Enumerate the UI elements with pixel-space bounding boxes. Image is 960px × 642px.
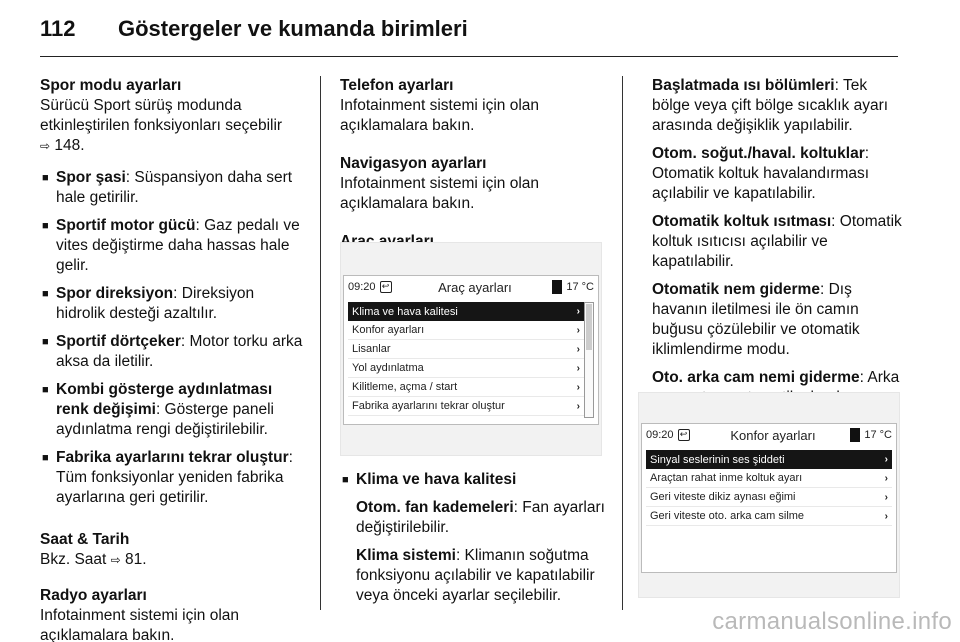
screen-time: 09:20 <box>348 281 376 293</box>
menu-item[interactable]: Geri viteste dikiz aynası eğimi › <box>646 488 892 507</box>
bullet-item: ■ Fabrika ayarlarını tekrar oluştur: Tüm fonksiyonlar yeniden fabrika ayarlarına geri getirilir. <box>40 448 305 508</box>
reference-arrow-icon: ⇨ <box>40 139 51 153</box>
column-divider-2 <box>622 76 623 610</box>
bullet-item: ■ Kombi gösterge aydınlatması renk değişimi: Gösterge paneli aydınlatma rengi değiştirilebilir. <box>40 380 305 440</box>
definition-item: Otom. soğut./haval. koltuklar: Otomatik koltuk havalandırması açılabilir ve kapatılabilir. <box>652 145 870 202</box>
reference-arrow-icon: ⇨ <box>110 553 121 567</box>
column-3 <box>652 76 902 436</box>
sport-mode-ref: 148. <box>54 137 85 154</box>
column-2 <box>340 76 605 252</box>
chevron-right-icon: › <box>576 306 580 317</box>
menu-item[interactable]: Klima ve hava kalitesi › <box>348 302 584 321</box>
page-number: 112 <box>40 16 76 41</box>
definition-item: Oto. arka cam nemi giderme: Arka <box>652 369 900 386</box>
column-1 <box>40 76 305 642</box>
page-title: Göstergeler ve kumanda birimleri <box>118 16 468 41</box>
chevron-right-icon: › <box>576 324 580 336</box>
watermark: carmanualsonline.info <box>712 608 952 635</box>
column-divider-1 <box>320 76 321 610</box>
menu-item[interactable]: Lisanlar › <box>348 340 584 359</box>
menu-item[interactable]: Sinyal seslerinin ses şiddeti › <box>646 450 892 469</box>
sport-mode-heading: Spor modu ayarları <box>40 77 182 94</box>
thermometer-icon <box>850 428 860 442</box>
chevron-right-icon: › <box>576 400 580 412</box>
chevron-right-icon: › <box>884 472 888 484</box>
menu-item[interactable]: Konfor ayarları › <box>348 321 584 340</box>
chevron-right-icon: › <box>884 510 888 522</box>
chevron-right-icon: › <box>576 381 580 393</box>
radio-heading: Radyo ayarları <box>40 587 147 604</box>
bullet-item: ■ Sportif motor gücü: Gaz pedalı ve vites değiştirme daha hassas hale gelir. <box>40 216 305 276</box>
sport-mode-intro: Sürücü Sport sürüş modunda etkinleştirilen fonksiyonları seçebilir ⇨ 148. <box>40 97 283 154</box>
definition-item: Otomatik koltuk ısıtması: Otomatik koltuk ısıtıcısı açılabilir ve kapatılabilir. <box>652 213 902 270</box>
screen-temperature: 17 °C <box>566 281 594 293</box>
chevron-right-icon: › <box>884 491 888 503</box>
vehicle-settings-screenshot <box>340 242 602 456</box>
back-icon: ↩ <box>678 429 690 441</box>
screen-title: Konfor ayarları <box>730 427 816 443</box>
menu-item[interactable]: Kilitleme, açma / start › <box>348 378 584 397</box>
radio-text: Infotainment sistemi için olan açıklamalara bakın. <box>40 607 240 642</box>
chevron-right-icon: › <box>884 454 888 465</box>
page-header <box>40 16 468 48</box>
nav-heading: Navigasyon ayarları <box>340 155 487 172</box>
header-rule <box>40 56 898 57</box>
clock-text: Bkz. Saat ⇨ 81. <box>40 551 147 568</box>
climate-section <box>340 470 605 618</box>
screen-title: Araç ayarları <box>438 279 512 295</box>
infotainment-screen <box>641 423 897 573</box>
chevron-right-icon: › <box>576 343 580 355</box>
fan-levels-text: Otom. fan kademeleri: Fan ayarları değiştirilebilir. <box>356 499 605 536</box>
menu-item[interactable]: Yol aydınlatma › <box>348 359 584 378</box>
chevron-right-icon: › <box>576 362 580 374</box>
ac-system-text: Klima sistemi: Klimanın soğutma fonksiyonu açılabilir ve kapatılabilir veya önceki ayarlar seçilebilir. <box>356 547 595 604</box>
infotainment-screen <box>343 275 599 425</box>
bullet-item: ■ Spor direksiyon: Direksiyon hidrolik desteği azaltılır. <box>40 284 305 324</box>
screen-temperature: 17 °C <box>864 429 892 441</box>
definition-item: Otomatik nem giderme: Dış havanın iletilmesi ile ön camın buğusu çözülebilir ve otomatik iklimlendirme modu. <box>652 281 860 358</box>
screen-time: 09:20 <box>646 429 674 441</box>
menu-item[interactable]: Fabrika ayarlarını tekrar oluştur › <box>348 397 584 416</box>
menu-item[interactable]: Araçtan rahat inme koltuk ayarı › <box>646 469 892 488</box>
menu-list <box>348 302 584 416</box>
menu-list <box>646 450 892 526</box>
phone-heading: Telefon ayarları <box>340 77 454 94</box>
bullet-item: ■ Spor şasi: Süspansiyon daha sert hale getirilir. <box>40 168 305 208</box>
climate-details <box>340 498 605 606</box>
bullet-item: ■ Sportif dörtçeker: Motor torku arka aksa da iletilir. <box>40 332 305 372</box>
comfort-settings-screenshot <box>638 392 900 598</box>
climate-bullet-heading: ■ Klima ve hava kalitesi <box>340 470 605 490</box>
definition-item: Başlatmada ısı bölümleri: Tek bölge veya çift bölge sıcaklık ayarı arasında değişiklik yapılabilir. <box>652 77 889 134</box>
back-icon: ↩ <box>380 281 392 293</box>
clock-heading: Saat & Tarih <box>40 531 130 548</box>
thermometer-icon <box>552 280 562 294</box>
phone-text: Infotainment sistemi için olan açıklamalara bakın. <box>340 97 540 134</box>
menu-item[interactable]: Geri viteste oto. arka cam silme › <box>646 507 892 526</box>
nav-text: Infotainment sistemi için olan açıklamalara bakın. <box>340 175 540 212</box>
scrollbar[interactable] <box>584 302 594 418</box>
